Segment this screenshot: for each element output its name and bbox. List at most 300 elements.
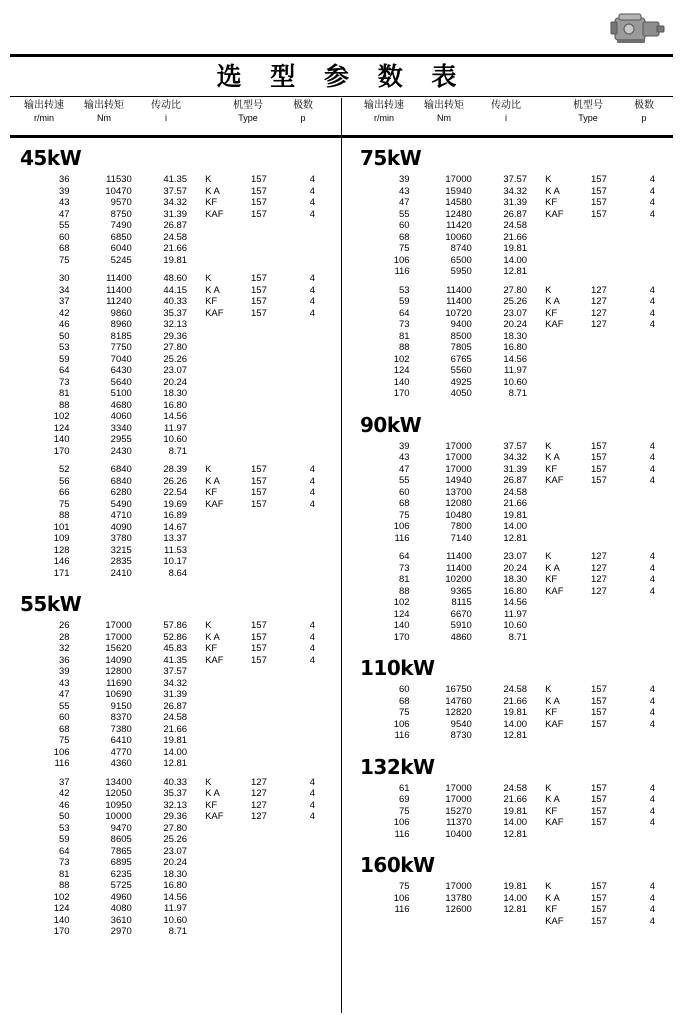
cell-p <box>633 730 672 742</box>
cell-rpm: 59 <box>59 834 70 845</box>
table-row <box>354 452 672 464</box>
cell-p: 4 <box>649 440 656 452</box>
cell-rpm: 56 <box>59 475 70 487</box>
cell-p <box>633 243 672 255</box>
cell-p <box>293 678 332 690</box>
cell-p: 4 <box>309 475 316 487</box>
cell-nm: 8370 <box>110 712 132 723</box>
cell-p: 4 <box>309 788 316 799</box>
table-row <box>14 174 332 186</box>
cell-size: 157 <box>251 475 267 487</box>
cell-p: 4 <box>309 174 316 185</box>
cell-nm: 12600 <box>445 904 472 915</box>
cell-p: 4 <box>649 296 656 307</box>
power-group-title: 55kW <box>20 592 82 616</box>
cell-type <box>189 926 249 938</box>
cell-rpm: 140 <box>53 914 70 926</box>
table-row <box>14 735 332 747</box>
cell-nm: 17000 <box>105 631 132 643</box>
cell-nm: 11400 <box>446 296 472 307</box>
cell-i: 25.26 <box>163 834 188 845</box>
cell-i: 27.80 <box>503 284 528 296</box>
cell-nm: 11400 <box>446 551 472 562</box>
cell-size: 157 <box>251 620 267 631</box>
cell-type: K A <box>545 296 560 307</box>
cell-size <box>249 823 293 835</box>
table-row <box>354 464 672 476</box>
spec-table <box>354 285 672 400</box>
cell-size: 127 <box>251 788 267 799</box>
cell-rpm: 50 <box>59 811 70 822</box>
cell-p <box>293 735 332 747</box>
table-row <box>354 730 672 742</box>
spec-table <box>354 684 672 742</box>
cell-p <box>293 892 332 904</box>
cell-size <box>249 400 293 412</box>
cell-type <box>189 220 249 232</box>
cell-p <box>633 597 672 609</box>
table-row <box>14 915 332 927</box>
cell-nm: 11400 <box>106 284 132 296</box>
cell-type <box>529 232 589 244</box>
cell-nm: 5725 <box>110 880 132 891</box>
table-row <box>354 197 672 209</box>
cell-p: 4 <box>649 562 656 574</box>
cell-type: KAF <box>545 718 564 730</box>
cell-rpm: 128 <box>53 544 70 556</box>
cell-p: 4 <box>309 185 316 197</box>
cell-type <box>529 487 589 499</box>
table-row <box>14 255 332 267</box>
cell-rpm: 75 <box>399 243 410 254</box>
cell-type <box>529 620 589 632</box>
cell-type: K <box>545 174 552 185</box>
cell-nm: 5640 <box>110 376 132 388</box>
cell-nm: 9365 <box>450 585 472 597</box>
table-row <box>14 331 332 343</box>
cell-i: 29.36 <box>163 330 188 342</box>
column-header-type-left: 机型号 Type <box>233 100 263 123</box>
cell-p: 4 <box>649 475 656 486</box>
cell-size <box>589 487 633 499</box>
cell-nm <box>412 916 474 928</box>
cell-p: 4 <box>309 811 316 822</box>
cell-type <box>189 423 249 435</box>
cell-i: 14.00 <box>503 817 528 828</box>
table-row <box>14 857 332 869</box>
cell-rpm: 102 <box>393 353 410 365</box>
cell-p <box>293 434 332 446</box>
cell-nm: 4360 <box>110 758 132 769</box>
cell-size <box>589 331 633 343</box>
cell-size <box>249 255 293 267</box>
cell-type <box>529 597 589 609</box>
cell-type: K <box>205 776 212 788</box>
table-row <box>354 574 672 586</box>
cell-size: 157 <box>251 654 267 666</box>
cell-nm: 4770 <box>110 746 132 758</box>
cell-size <box>249 903 293 915</box>
table-row <box>14 655 332 667</box>
table-row <box>354 243 672 255</box>
cell-rpm: 88 <box>399 585 410 597</box>
cell-size <box>589 498 633 510</box>
cell-i: 11.97 <box>504 608 528 620</box>
cell-type: KAF <box>545 915 564 927</box>
cell-rpm: 34 <box>59 284 70 296</box>
table-row <box>354 533 672 545</box>
cell-rpm: 53 <box>59 822 70 834</box>
cell-type <box>189 892 249 904</box>
cell-rpm: 73 <box>399 562 410 574</box>
cell-type: KF <box>205 487 218 498</box>
spec-table <box>354 441 672 545</box>
cell-rpm: 61 <box>399 782 410 794</box>
cell-i: 48.60 <box>163 273 188 284</box>
cell-nm: 7140 <box>450 532 472 544</box>
cell-i: 24.58 <box>503 782 528 794</box>
cell-rpm: 106 <box>393 892 410 904</box>
cell-nm: 12820 <box>445 707 472 718</box>
cell-p: 4 <box>309 197 316 208</box>
cell-size: 157 <box>251 464 267 475</box>
cell-i: 31.39 <box>503 197 528 208</box>
cell-p: 4 <box>649 197 656 208</box>
cell-nm: 6765 <box>450 353 472 365</box>
cell-rpm: 102 <box>53 411 70 422</box>
cell-size: 127 <box>591 585 607 597</box>
cell-type <box>189 834 249 846</box>
cell-i: 35.37 <box>163 788 188 799</box>
cell-nm: 5910 <box>450 620 472 631</box>
cell-p <box>293 365 332 377</box>
table-row <box>354 881 672 893</box>
cell-i: 12.81 <box>503 532 528 544</box>
table-row <box>354 388 672 400</box>
table-row <box>14 308 332 320</box>
cell-nm: 8960 <box>110 319 132 330</box>
table-row <box>354 487 672 499</box>
cell-nm: 17000 <box>445 794 472 805</box>
cell-p <box>293 354 332 366</box>
table-row <box>14 880 332 892</box>
cell-size <box>249 880 293 892</box>
table-row <box>14 197 332 209</box>
cell-size <box>589 521 633 533</box>
table-row <box>354 498 672 510</box>
cell-i: 19.81 <box>503 881 528 892</box>
table-row <box>354 597 672 609</box>
cell-type <box>189 568 249 580</box>
cell-nm: 12050 <box>105 788 132 799</box>
cell-i: 16.80 <box>503 342 528 353</box>
cell-nm: 12080 <box>445 498 472 509</box>
cell-p <box>633 365 672 377</box>
cell-type: KAF <box>205 208 224 220</box>
cell-nm: 11530 <box>106 174 132 185</box>
cell-rpm: 43 <box>59 677 70 689</box>
spec-table <box>14 620 332 770</box>
cell-size: 157 <box>591 208 607 220</box>
cell-rpm: 36 <box>59 654 70 666</box>
cell-rpm: 170 <box>393 631 410 643</box>
cell-type: KF <box>205 643 218 654</box>
table-row <box>354 586 672 598</box>
cell-nm: 11400 <box>106 273 132 284</box>
spec-table <box>354 551 672 643</box>
cell-rpm: 60 <box>59 231 70 243</box>
cell-type <box>189 434 249 446</box>
cell-type: KF <box>205 799 218 811</box>
table-row <box>354 266 672 278</box>
cell-rpm: 68 <box>399 695 410 707</box>
cell-rpm: 170 <box>393 388 410 399</box>
cell-i: 11.97 <box>504 365 528 376</box>
cell-nm: 6040 <box>110 243 132 254</box>
cell-p <box>293 926 332 938</box>
cell-p: 4 <box>649 551 656 562</box>
cell-p <box>633 632 672 644</box>
cell-i: 8.71 <box>508 631 528 643</box>
cell-rpm: 64 <box>399 307 410 319</box>
cell-i: 14.56 <box>163 411 188 422</box>
table-row <box>14 423 332 435</box>
cell-type <box>189 724 249 736</box>
cell-size: 157 <box>591 805 607 817</box>
cell-nm: 11370 <box>446 817 472 828</box>
cell-size <box>249 724 293 736</box>
cell-type <box>189 758 249 770</box>
cell-nm: 11420 <box>446 220 472 231</box>
cell-type <box>529 829 589 841</box>
cell-p: 4 <box>649 904 656 915</box>
cell-type <box>529 365 589 377</box>
cell-size <box>249 666 293 678</box>
column-header-output-torque-right: 输出转矩 Nm <box>424 100 464 123</box>
cell-rpm: 116 <box>394 266 410 277</box>
cell-rpm: 81 <box>59 868 70 880</box>
cell-nm: 5100 <box>110 388 132 399</box>
cell-i: 19.81 <box>503 707 528 718</box>
table-row <box>354 174 672 186</box>
cell-size <box>249 712 293 724</box>
divider-under-title <box>10 96 673 97</box>
cell-type <box>189 869 249 881</box>
cell-rpm: 146 <box>53 556 70 567</box>
table-row <box>354 684 672 696</box>
cell-type: K A <box>545 892 560 904</box>
cell-size: 127 <box>591 307 607 319</box>
cell-nm: 9570 <box>110 197 132 208</box>
cell-p <box>293 342 332 354</box>
cell-i: 16.80 <box>163 399 188 411</box>
cell-p <box>633 220 672 232</box>
cell-nm: 14940 <box>445 475 472 486</box>
block-spacer <box>12 266 342 273</box>
cell-type: K <box>545 782 552 794</box>
table-row <box>14 545 332 557</box>
cell-nm: 8500 <box>450 330 472 342</box>
cell-size: 157 <box>591 174 607 185</box>
cell-i: 11.97 <box>164 422 188 434</box>
cell-type <box>189 342 249 354</box>
cell-size: 157 <box>251 284 267 296</box>
table-row <box>14 510 332 522</box>
table-row <box>14 243 332 255</box>
cell-nm: 6410 <box>110 735 132 746</box>
cell-p <box>293 712 332 724</box>
cell-size: 157 <box>251 273 267 284</box>
cell-i: 16.80 <box>163 880 188 891</box>
table-row <box>354 893 672 905</box>
cell-p <box>293 232 332 244</box>
cell-i: 13.37 <box>163 533 188 544</box>
cell-p: 4 <box>309 799 316 811</box>
cell-size: 127 <box>251 776 267 788</box>
cell-rpm: 109 <box>53 533 70 544</box>
cell-size: 157 <box>251 174 267 185</box>
cell-type: K A <box>205 475 220 487</box>
cell-nm: 7750 <box>110 342 132 353</box>
cell-i: 19.69 <box>163 498 188 510</box>
cell-nm: 6840 <box>110 464 132 475</box>
cell-p <box>293 331 332 343</box>
cell-rpm: 124 <box>393 608 410 620</box>
cell-nm: 8605 <box>110 834 132 845</box>
cell-type: KF <box>545 707 558 718</box>
table-row <box>354 632 672 644</box>
cell-i: 21.66 <box>503 498 528 509</box>
cell-nm: 10200 <box>445 574 472 585</box>
cell-nm: 17000 <box>445 782 472 794</box>
table-row <box>14 285 332 297</box>
cell-type <box>189 522 249 534</box>
table-row <box>14 487 332 499</box>
cell-rpm: 36 <box>59 174 70 185</box>
table-row <box>14 632 332 644</box>
cell-i: 24.58 <box>503 486 528 498</box>
cell-i: 23.07 <box>503 551 528 562</box>
cell-i: 10.60 <box>163 914 188 926</box>
cell-nm: 3610 <box>110 914 132 926</box>
block-spacer <box>12 579 342 586</box>
table-row <box>354 296 672 308</box>
table-row <box>354 285 672 297</box>
cell-p <box>633 377 672 389</box>
cell-p: 4 <box>649 805 656 817</box>
cell-i: 40.33 <box>163 296 188 307</box>
cell-p <box>633 255 672 267</box>
cell-p: 4 <box>649 574 656 585</box>
cell-rpm: 116 <box>394 730 410 741</box>
table-row <box>14 712 332 724</box>
cell-i: 31.39 <box>503 463 528 475</box>
cell-size <box>589 829 633 841</box>
cell-nm: 15270 <box>445 805 472 817</box>
cell-nm: 6670 <box>450 608 472 620</box>
cell-i: 24.58 <box>163 231 188 243</box>
cell-type <box>529 377 589 389</box>
cell-i: 31.39 <box>163 689 188 700</box>
cell-p <box>633 266 672 278</box>
cell-rpm: 26 <box>59 620 70 631</box>
block-spacer <box>352 278 682 285</box>
cell-nm: 6840 <box>110 475 132 487</box>
table-row <box>14 464 332 476</box>
cell-i: 40.33 <box>163 776 188 788</box>
table-row <box>14 846 332 858</box>
cell-type <box>189 666 249 678</box>
cell-type <box>189 388 249 400</box>
cell-size <box>589 609 633 621</box>
cell-p: 4 <box>309 487 316 498</box>
cell-rpm: 140 <box>53 434 70 445</box>
cell-i: 26.87 <box>503 475 528 486</box>
power-group-title: 45kW <box>20 146 82 170</box>
cell-nm: 6430 <box>110 365 132 376</box>
cell-size <box>249 747 293 759</box>
cell-type: K A <box>545 695 560 707</box>
cell-nm: 2835 <box>110 556 132 567</box>
table-row <box>14 365 332 377</box>
table-row <box>354 365 672 377</box>
cell-size <box>589 232 633 244</box>
cell-type <box>189 689 249 701</box>
cell-rpm: 106 <box>393 521 410 532</box>
table-row <box>14 499 332 511</box>
cell-size <box>249 758 293 770</box>
cell-p <box>293 533 332 545</box>
cell-rpm: 47 <box>59 689 70 700</box>
cell-p: 4 <box>649 684 656 695</box>
cell-size: 157 <box>591 684 607 695</box>
cell-size: 157 <box>591 452 607 463</box>
cell-nm: 2410 <box>110 567 132 579</box>
cell-type <box>529 730 589 742</box>
cell-rpm: 39 <box>59 185 70 197</box>
cell-i: 14.67 <box>163 521 188 533</box>
cell-nm: 16750 <box>445 684 472 695</box>
cell-size <box>589 632 633 644</box>
cell-rpm: 75 <box>399 805 410 817</box>
cell-rpm: 64 <box>59 845 70 857</box>
cell-size: 157 <box>251 643 267 654</box>
cell-rpm: 73 <box>59 857 70 868</box>
table-row <box>354 794 672 806</box>
cell-nm: 13700 <box>445 486 472 498</box>
cell-i: 34.32 <box>503 452 528 463</box>
table-row <box>14 689 332 701</box>
cell-nm: 2970 <box>110 926 132 937</box>
table-row <box>354 707 672 719</box>
cell-type <box>529 331 589 343</box>
cell-rpm: 66 <box>59 487 70 498</box>
cell-nm: 10690 <box>105 689 132 700</box>
cell-size <box>249 446 293 458</box>
cell-rpm: 140 <box>393 376 410 388</box>
cell-type: KF <box>205 296 218 307</box>
cell-type: KAF <box>545 319 564 330</box>
table-row <box>354 609 672 621</box>
cell-type: K A <box>205 284 220 296</box>
cell-i: 24.58 <box>503 684 528 695</box>
table-row <box>14 533 332 545</box>
cell-nm: 4680 <box>110 399 132 411</box>
cell-nm: 7805 <box>450 342 472 353</box>
spec-table <box>354 881 672 927</box>
cell-type <box>529 255 589 267</box>
cell-nm: 10950 <box>105 799 132 811</box>
